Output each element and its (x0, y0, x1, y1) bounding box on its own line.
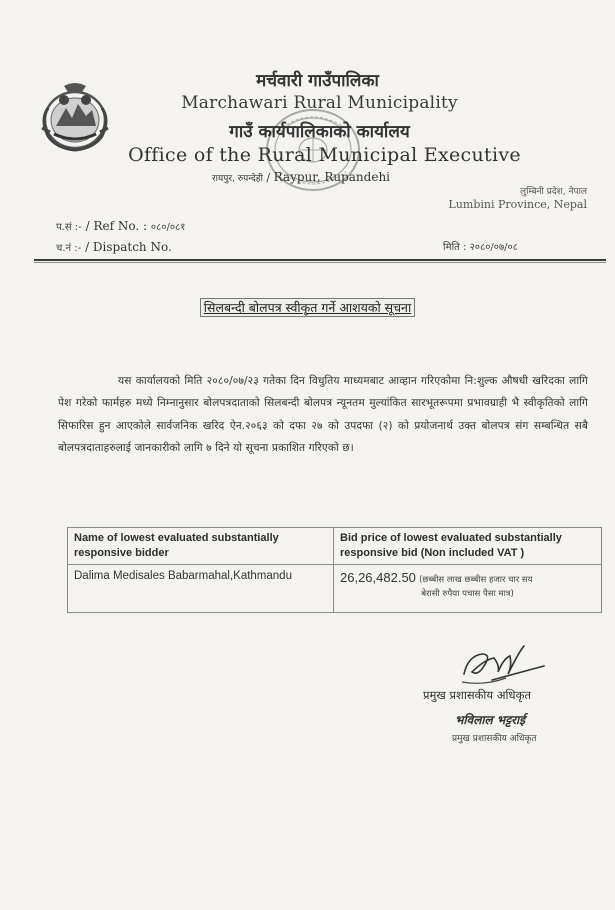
bid-price-cell (334, 565, 602, 613)
ref-label-nepali: प.सं :- (56, 222, 82, 233)
table-header-row (68, 528, 602, 565)
signatory-designation-stamp: प्रमुख प्रशासकीय अधिकृत (452, 734, 537, 744)
dispatch-label-english: / Dispatch No. (85, 240, 172, 254)
signatory-name: भविलाल भट्टराई (455, 713, 525, 727)
letter-date (443, 239, 518, 253)
office-name-nepali: मर्चवारी गाउँपालिका (256, 71, 379, 91)
signatory-designation: प्रमुख प्रशासकीय अधिकृत (423, 688, 531, 702)
table-row (68, 565, 602, 613)
header-divider (34, 259, 606, 261)
table-header-bid-price: Bid price of lowest evaluated substantially responsive bid (Non included VAT ) (334, 528, 602, 565)
address-english: Raypur, Rupandehi (273, 170, 391, 184)
date-label: मिति : (443, 242, 467, 253)
bid-amount-words-2: बेरासी रुपैया पचास पैसा मात्र) (421, 589, 514, 599)
header-divider-thin (34, 262, 606, 263)
notice-title (0, 299, 615, 316)
handwritten-signature (454, 636, 549, 692)
province-nepali: लुम्बिनी प्रदेश, नेपाल (520, 187, 587, 197)
bid-amount: 26,26,482.50 (340, 570, 416, 585)
notice-body: यस कार्यालयको मिति २०८०/०७/२३ गतेका दिन विधुतिय माध्यमबाट आव्हान गरिएकोमा नि:शुल्क औषधी खरिदका लागि पेश गरेको फार्महरु मध्ये निम्नानुसार बोलपत्रदाताको सिलबन्दी बोलपत्र न्यूनतम मुल्यांकित सारभूतरूपमा प्रभावग्राही भै स्वीकृतिको लागि सिफारिस हुन आएकोले सार्वजनिक खरिद ऐन.२०६३ को दफा २७ को उपदफा (२) को प्रयोजनार्थ उक्त बोलपत्र संग सम्बन्धित सबै बोलपत्रदाताहरुलाई जानकारीको लागि ७ दिने यो सूचना प्रकाशित गरिएको छ। (58, 375, 588, 454)
province-english: Lumbini Province, Nepal (448, 198, 587, 211)
ref-value: ०८०/०८१ (150, 222, 186, 233)
bid-table (67, 527, 602, 613)
address-nepali: रायपुर, रुपन्देही (212, 174, 263, 184)
bidder-cell: Dalima Medisales Babarmahal,Kathmandu (68, 565, 334, 613)
ref-label-english: / Ref No. : (85, 219, 148, 233)
dispatch-number (56, 240, 172, 254)
office-address: रायपुर, रुपन्देही / Raypur, Rupandehi (212, 170, 391, 184)
table-header-bidder: Name of lowest evaluated substantially responsive bidder (68, 528, 334, 565)
bid-amount-words-1: (छब्बीस लाख छब्बीस हजार चार सय (419, 575, 533, 585)
reference-number (56, 219, 185, 233)
dispatch-label-nepali: च.नं :- (56, 243, 82, 254)
notice-title-text: सिलबन्दी बोलपत्र स्वीकृत गर्ने आशयको सूचना (200, 298, 415, 317)
executive-office-english: Office of the Rural Municipal Executive (128, 144, 521, 166)
office-name-english: Marchawari Rural Municipality (181, 93, 458, 113)
date-value: २०८०/०७/०८ (469, 242, 518, 253)
executive-office-nepali: गाउँ कार्यपालिकाको कार्यालय (229, 122, 410, 142)
